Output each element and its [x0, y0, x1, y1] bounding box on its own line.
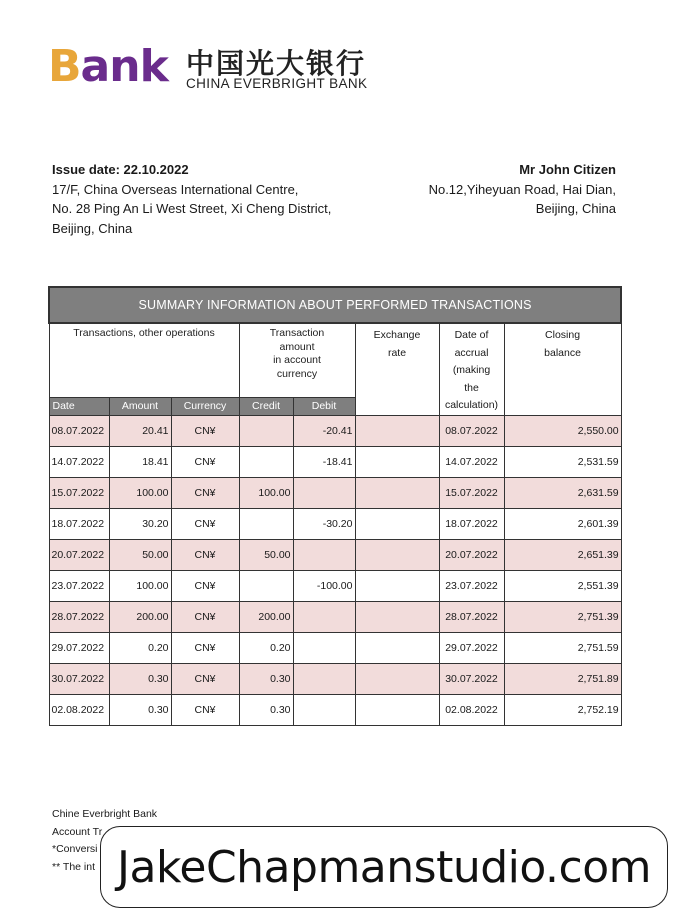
table-row — [49, 601, 621, 632]
cell-amount: 0.20 — [109, 632, 171, 663]
cell-currency: CN¥ — [171, 663, 239, 694]
table-row — [49, 663, 621, 694]
cell-debit: -100.00 — [293, 570, 355, 601]
cell-debit — [293, 477, 355, 508]
cell-currency: CN¥ — [171, 539, 239, 570]
cell-accrual-date: 02.08.2022 — [439, 694, 504, 725]
header-text: Closing — [545, 329, 581, 341]
cell-accrual-date: 15.07.2022 — [439, 477, 504, 508]
header-debit: Debit — [293, 398, 355, 415]
logo-b-letter: B — [48, 41, 81, 92]
cell-closing-balance: 2,551.39 — [504, 570, 621, 601]
logo-chinese-name: 中国光大银行 — [186, 47, 367, 80]
header-text: accrual — [454, 346, 489, 359]
cell-date: 20.07.2022 — [49, 539, 109, 570]
header-text: the — [464, 381, 479, 394]
sender-address-line: 17/F, China Overseas International Centre, — [52, 181, 299, 197]
cell-date: 14.07.2022 — [49, 446, 109, 477]
cell-currency: CN¥ — [171, 477, 239, 508]
cell-credit — [239, 415, 293, 446]
table-body — [49, 415, 621, 725]
cell-accrual-date: 20.07.2022 — [439, 539, 504, 570]
cell-credit: 0.20 — [239, 632, 293, 663]
logo-rest-letters: ank — [80, 41, 168, 92]
header-transactions: Transactions, other operations — [49, 323, 239, 398]
cell-currency: CN¥ — [171, 694, 239, 725]
cell-debit — [293, 632, 355, 663]
cell-exchange-rate — [355, 446, 439, 477]
cell-accrual-date: 18.07.2022 — [439, 508, 504, 539]
cell-closing-balance: 2,751.89 — [504, 663, 621, 694]
cell-exchange-rate — [355, 539, 439, 570]
cell-closing-balance: 2,751.39 — [504, 601, 621, 632]
header-text: (making — [452, 364, 491, 376]
cell-exchange-rate — [355, 570, 439, 601]
header-text: calculation) — [444, 399, 499, 411]
cell-currency: CN¥ — [171, 446, 239, 477]
watermark-text: JakeChapmanstudio.com — [117, 841, 651, 893]
table-row — [49, 415, 621, 446]
cell-date: 29.07.2022 — [49, 632, 109, 663]
cell-currency: CN¥ — [171, 415, 239, 446]
table-row — [49, 632, 621, 663]
cell-credit: 0.30 — [239, 663, 293, 694]
cell-exchange-rate — [355, 415, 439, 446]
cell-accrual-date: 29.07.2022 — [439, 632, 504, 663]
cell-debit — [293, 539, 355, 570]
cell-date: 23.07.2022 — [49, 570, 109, 601]
cell-exchange-rate — [355, 663, 439, 694]
header-text: in account — [273, 354, 321, 366]
cell-amount: 50.00 — [109, 539, 171, 570]
cell-currency: CN¥ — [171, 570, 239, 601]
cell-credit — [239, 508, 293, 539]
table-row — [49, 446, 621, 477]
header-credit: Credit — [239, 398, 293, 415]
issue-date: Issue date: 22.10.2022 — [52, 162, 189, 177]
footer-line: Account Tr — [52, 825, 103, 838]
footer-line: ** The int — [52, 860, 95, 873]
cell-amount: 100.00 — [109, 570, 171, 601]
cell-amount: 18.41 — [109, 446, 171, 477]
cell-closing-balance: 2,651.39 — [504, 539, 621, 570]
cell-accrual-date: 28.07.2022 — [439, 601, 504, 632]
cell-amount: 0.30 — [109, 663, 171, 694]
cell-amount: 30.20 — [109, 508, 171, 539]
sender-address-line: Beijing, China — [52, 220, 133, 236]
cell-debit — [293, 694, 355, 725]
recipient-address-line: No.12,Yiheyuan Road, Hai Dian, — [428, 181, 616, 197]
cell-credit: 100.00 — [239, 477, 293, 508]
table-row — [49, 477, 621, 508]
cell-accrual-date: 14.07.2022 — [439, 446, 504, 477]
header-text: Transaction — [269, 327, 325, 339]
header-text: Exchange — [373, 329, 421, 341]
header-text: rate — [387, 346, 407, 359]
cell-credit — [239, 446, 293, 477]
cell-closing-balance: 2,601.39 — [504, 508, 621, 539]
cell-closing-balance: 2,550.00 — [504, 415, 621, 446]
cell-accrual-date: 30.07.2022 — [439, 663, 504, 694]
cell-closing-balance: 2,751.59 — [504, 632, 621, 663]
cell-debit — [293, 663, 355, 694]
cell-currency: CN¥ — [171, 601, 239, 632]
cell-exchange-rate — [355, 477, 439, 508]
logo-english-name: CHINA EVERBRIGHT BANK — [186, 76, 368, 91]
cell-date: 08.07.2022 — [49, 415, 109, 446]
header-text: Date of — [454, 329, 489, 341]
cell-amount: 20.41 — [109, 415, 171, 446]
cell-credit: 50.00 — [239, 539, 293, 570]
sender-block — [52, 160, 331, 238]
header-text: currency — [276, 367, 318, 380]
cell-amount: 0.30 — [109, 694, 171, 725]
table-row — [49, 539, 621, 570]
table-title: SUMMARY INFORMATION ABOUT PERFORMED TRANSACTIONS — [49, 287, 621, 323]
transactions-table — [48, 286, 622, 726]
cell-date: 02.08.2022 — [49, 694, 109, 725]
header-accrual-date — [439, 323, 504, 415]
sender-address-line: No. 28 Ping An Li West Street, Xi Cheng District, — [52, 201, 332, 216]
logo-wordmark — [48, 42, 168, 92]
cell-closing-balance: 2,631.59 — [504, 477, 621, 508]
footer-line: Chine Everbright Bank — [52, 808, 158, 820]
cell-date: 18.07.2022 — [49, 508, 109, 539]
cell-exchange-rate — [355, 601, 439, 632]
cell-debit: -30.20 — [293, 508, 355, 539]
header-text: balance — [544, 346, 581, 359]
table-row — [49, 570, 621, 601]
header-date: Date — [49, 398, 109, 415]
cell-currency: CN¥ — [171, 632, 239, 663]
cell-currency: CN¥ — [171, 508, 239, 539]
cell-accrual-date: 23.07.2022 — [439, 570, 504, 601]
cell-exchange-rate — [355, 632, 439, 663]
cell-amount: 100.00 — [109, 477, 171, 508]
footer-line: *Conversi — [52, 843, 98, 855]
cell-amount: 200.00 — [109, 601, 171, 632]
cell-accrual-date: 08.07.2022 — [439, 415, 504, 446]
cell-date: 28.07.2022 — [49, 601, 109, 632]
cell-exchange-rate — [355, 508, 439, 539]
table-row — [49, 694, 621, 725]
recipient-block — [429, 160, 616, 219]
watermark-banner — [100, 826, 668, 908]
cell-credit: 200.00 — [239, 601, 293, 632]
table-row — [49, 508, 621, 539]
recipient-address-line: Beijing, China — [535, 201, 616, 216]
cell-closing-balance: 2,752.19 — [504, 694, 621, 725]
header-exchange-rate — [355, 323, 439, 415]
cell-debit: -18.41 — [293, 446, 355, 477]
header-transaction-amount — [239, 323, 355, 398]
header-amount: Amount — [109, 398, 171, 415]
cell-closing-balance: 2,531.59 — [504, 446, 621, 477]
cell-date: 30.07.2022 — [49, 663, 109, 694]
cell-debit — [293, 601, 355, 632]
cell-credit: 0.30 — [239, 694, 293, 725]
cell-exchange-rate — [355, 694, 439, 725]
header-currency: Currency — [171, 398, 239, 415]
header-closing-balance — [504, 323, 621, 415]
cell-date: 15.07.2022 — [49, 477, 109, 508]
cell-credit — [239, 570, 293, 601]
header-text: amount — [279, 340, 315, 353]
cell-debit: -20.41 — [293, 415, 355, 446]
recipient-name: Mr John Citizen — [519, 162, 616, 177]
